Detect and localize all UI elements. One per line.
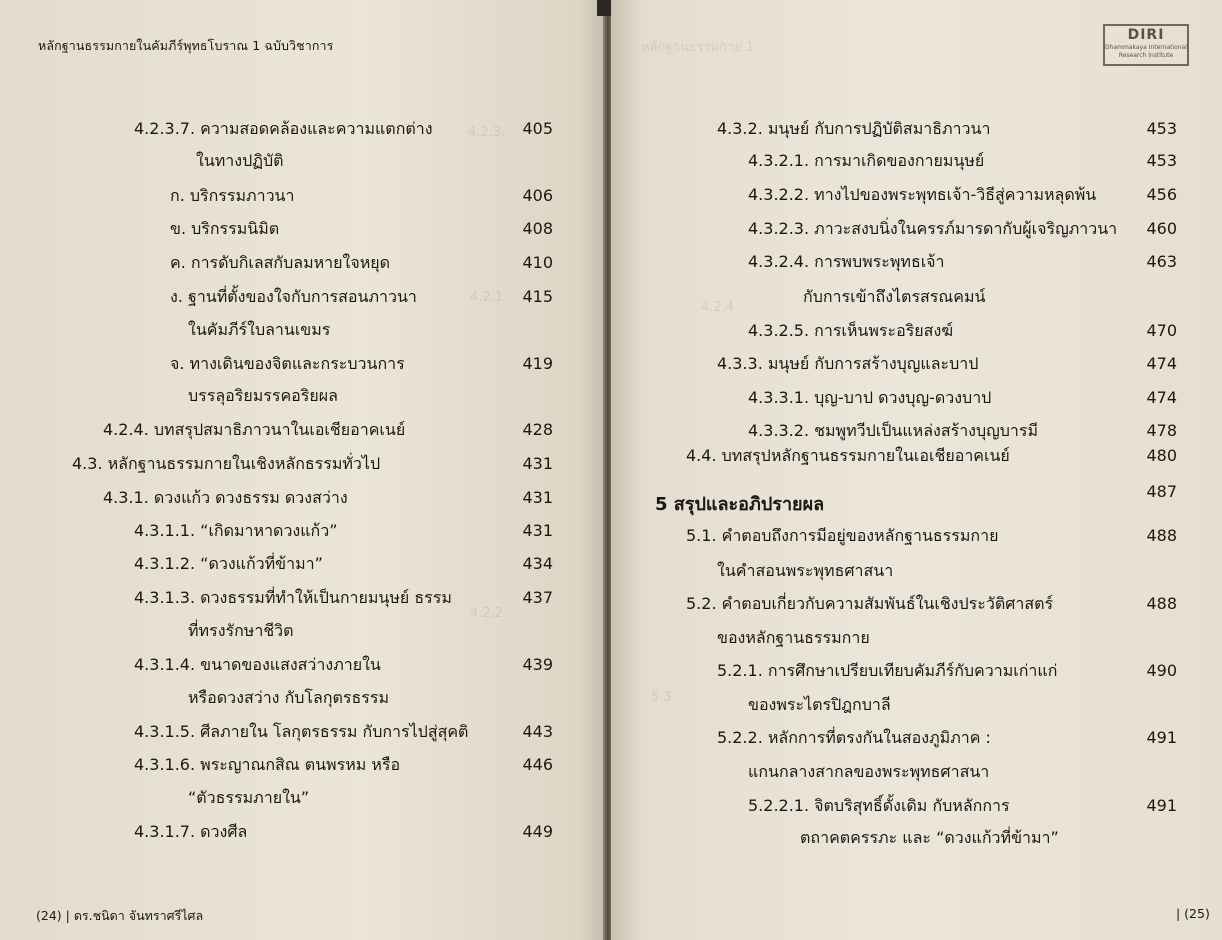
toc-entry — [134, 114, 553, 144]
toc-entry-page: 456 — [1146, 185, 1177, 204]
toc-entry — [134, 549, 553, 579]
toc-entry-page: 431 — [522, 488, 553, 507]
toc-entry-title: 4.3.1.6. พระญาณกสิณ ตนพรหม หรือ — [134, 755, 401, 774]
toc-entry-page: 474 — [1146, 388, 1177, 407]
toc-entry-page: 431 — [522, 454, 553, 473]
toc-entry-page: 415 — [522, 287, 553, 306]
toc-entry-continuation: ในคัมภีร์ใบลานเขมร — [188, 320, 331, 339]
toc-entry-title: 5.2.2. หลักการที่ตรงกันในสองภูมิภาค : — [717, 728, 991, 747]
toc-entry-continuation: ของหลักฐานธรรมกาย — [717, 628, 870, 647]
toc-entry-page: 453 — [1146, 151, 1177, 170]
toc-entry — [686, 441, 1177, 471]
toc-entry-title: 4.3.3.2. ชมพูทวีปเป็นแหล่งสร้างบุญบารมี — [748, 421, 1039, 440]
chapter-page: 487 — [1146, 482, 1177, 501]
toc-entry-continuation: ตถาคตครรภะ และ “ดวงแก้วที่ข้ามา” — [800, 828, 1059, 847]
toc-entry — [748, 247, 1177, 277]
toc-entry-title: 4.2.3.7. ความสอดคล้องและความแตกต่าง — [134, 119, 433, 138]
toc-entry-page: 480 — [1146, 446, 1177, 465]
toc-entry-title: 4.3.2.4. การพบพระพุทธเจ้า — [748, 252, 945, 271]
toc-entry — [717, 114, 1177, 144]
toc-entry-continuation: แกนกลางสากลของพระพุทธศาสนา — [748, 762, 990, 781]
toc-entry-page: 478 — [1146, 421, 1177, 440]
toc-entry — [170, 282, 553, 312]
toc-entry-title: 4.3.1.2. “ดวงแก้วที่ข้ามา” — [134, 554, 323, 573]
toc-entry-title: 4.3.1.5. ศีลภายใน โลกุตรธรรม กับการไปสู่สุคติ — [134, 722, 469, 741]
toc-entry-page: 449 — [522, 822, 553, 841]
toc-entry — [72, 449, 553, 479]
toc-entry-title: ก. บริกรรมภาวนา — [170, 186, 295, 205]
logo-name: DIRI — [1127, 27, 1165, 43]
toc-entry-title: 4.3.1.1. “เกิดมาหาดวงแก้ว” — [134, 521, 338, 540]
toc-entry — [748, 180, 1177, 210]
chapter-title: 5 สรุปและอภิปรายผล — [655, 494, 825, 515]
toc-entry-continuation: ของพระไตรปิฎกบาลี — [748, 695, 891, 714]
toc-entry-page: 410 — [522, 253, 553, 272]
toc-entry-title: 4.3.1.7. ดวงศีล — [134, 822, 248, 841]
toc-entry-page: 474 — [1146, 354, 1177, 373]
toc-entry-page: 408 — [522, 219, 553, 238]
toc-entry — [717, 656, 1177, 686]
toc-entry — [134, 650, 553, 680]
toc-entry-title: 4.3.2. มนุษย์ กับการปฏิบัติสมาธิภาวนา — [717, 119, 991, 138]
toc-entry-title: 4.3.2.3. ภาวะสงบนิ่งในครรภ์มารดากับผู้เจริญภาวนา — [748, 219, 1118, 238]
toc-entry — [748, 214, 1177, 244]
toc-entry — [717, 723, 1177, 753]
toc-entry-page: 470 — [1146, 321, 1177, 340]
toc-entry-title: 4.2.4. บทสรุปสมาธิภาวนาในเอเชียอาคเนย์ — [103, 420, 406, 439]
toc-entry — [134, 717, 553, 747]
toc-entry — [717, 349, 1177, 379]
toc-entry-continuation: “ตัวธรรมภายใน” — [188, 788, 310, 807]
toc-entry-title: 4.3.2.5. การเห็นพระอริยสงฆ์ — [748, 321, 954, 340]
page-footer: (24) | ดร.ชนิดา จันทราศรีไศล — [36, 908, 204, 923]
toc-entry-page: 488 — [1146, 526, 1177, 545]
toc-entry-title: ง. ฐานที่ตั้งของใจกับการสอนภาวนา — [170, 287, 417, 306]
toc-entry-title: จ. ทางเดินของจิตและกระบวนการ — [170, 354, 405, 373]
toc-entry — [748, 383, 1177, 413]
toc-entry-title: 4.3. หลักฐานธรรมกายในเชิงหลักธรรมทั่วไป — [72, 454, 381, 473]
toc-entry — [170, 349, 553, 379]
toc-entry-page: 439 — [522, 655, 553, 674]
toc-entry-title: ข. บริกรรมนิมิต — [170, 219, 280, 238]
toc-entry-continuation: บรรลุอริยมรรคอริยผล — [188, 386, 338, 405]
chapter-heading — [655, 482, 1177, 520]
toc-entry — [134, 516, 553, 546]
toc-entry-page: 443 — [522, 722, 553, 741]
toc-entry-page: 431 — [522, 521, 553, 540]
toc-entry-page: 463 — [1146, 252, 1177, 271]
running-header: หลักฐานธรรมกายในคัมภีร์พุทธโบราณ 1 ฉบับวิชาการ — [38, 38, 334, 53]
toc-entry — [103, 483, 553, 513]
logo-subtitle: Dhammakaya International Research Institute — [1105, 44, 1187, 59]
toc-entry-page: 446 — [522, 755, 553, 774]
toc-entry-title: 5.1. คำตอบถึงการมีอยู่ของหลักฐานธรรมกาย — [686, 526, 999, 545]
toc-entry — [134, 817, 553, 847]
toc-entry — [134, 750, 553, 780]
toc-entry-title: 4.3.2.2. ทางไปของพระพุทธเจ้า-วิธีสู่ความหลุดพ้น — [748, 185, 1097, 204]
page-footer: | (25) — [1176, 906, 1210, 921]
toc-entry-title: 4.3.3.1. บุญ-บาป ดวงบุญ-ดวงบาป — [748, 388, 992, 407]
toc-entry-page: 405 — [522, 119, 553, 138]
toc-entry-title: 4.3.2.1. การมาเกิดของกายมนุษย์ — [748, 151, 985, 170]
toc-entry — [170, 248, 553, 278]
toc-entry-page: 488 — [1146, 594, 1177, 613]
toc-entry-page: 491 — [1146, 728, 1177, 747]
toc-entry — [134, 583, 553, 613]
toc-entry-page: 490 — [1146, 661, 1177, 680]
toc-entry-continuation: ที่ทรงรักษาชีวิต — [188, 621, 294, 640]
left-page: 4.2.3. 4.2.1 4.2.2 หลักฐานธรรมกายในคัมภีร์พุทธโบราณ 1 ฉบับวิชาการ 4.2.3.7. ความสอดคล้องและความแตกต่าง 405 ในทางปฏิบัติ ก. บริกรรมภาวนา 406 ข. บริกรรมนิมิต 408 ค. การดับกิเลสกับลมหายใจหยุด 410 ง. ฐานที่ตั้งของใจกับการสอนภาวนา 415 ในคัมภีร์ใบลานเขมร จ. ทางเดินของจิตและกระบวนการ 419 บรรลุอริยมรรคอริยผล 4.2.4. บทสรุปสมาธิภาวนาในเอเชียอาคเนย์ 428 4.3. หลักฐานธรรมกายในเชิงหลักธรรมทั่วไป 431 4.3.1. ดวงแก้ว ดวงธรรม ดวงสว่าง 431 4.3.1.1. “เกิดมาหาดวงแก้ว” 431 4.3.1.2. “ดวงแก้วที่ข้ามา” 434 4.3.1.3. ดวงธรรมที่ทำให้เป็นกายมนุษย์ ธรรม 437 ที่ทรงรักษาชีวิต 4.3.1.4. ขนาดของแสงสว่างภายใน 439 หรือดวงสว่าง กับโลกุตรธรรม 4.3.1.5. ศีลภายใน โลกุตรธรรม กับการไปสู่สุคติ 443 4.3.1.6. พระญาณกสิณ ตนพรหม หรือ 446 “ตัวธรรมภายใน” 4.3.1.7. ดวงศีล 449 (24) | ดร.ชนิดา จันทราศรีไศล — [0, 0, 605, 940]
toc-entry-page: 419 — [522, 354, 553, 373]
toc-entry — [170, 181, 553, 211]
toc-entry-continuation: ในคำสอนพระพุทธศาสนา — [717, 561, 894, 580]
toc-entry-title: 4.4. บทสรุปหลักฐานธรรมกายในเอเชียอาคเนย์ — [686, 446, 1010, 465]
toc-entry-title: 5.2.1. การศึกษาเปรียบเทียบคัมภีร์กับความเก่าแก่ — [717, 661, 1058, 680]
toc-entry-page: 406 — [522, 186, 553, 205]
toc-entry-title: 4.3.1. ดวงแก้ว ดวงธรรม ดวงสว่าง — [103, 488, 348, 507]
toc-entry-title: 4.3.1.4. ขนาดของแสงสว่างภายใน — [134, 655, 381, 674]
toc-entry-page: 428 — [522, 420, 553, 439]
toc-entry-continuation: หรือดวงสว่าง กับโลกุตรธรรม — [188, 688, 389, 707]
toc-entry-title: ค. การดับกิเลสกับลมหายใจหยุด — [170, 253, 391, 272]
toc-entry-page: 453 — [1146, 119, 1177, 138]
toc-entry-title: 4.3.3. มนุษย์ กับการสร้างบุญและบาป — [717, 354, 979, 373]
toc-entry — [748, 791, 1177, 821]
toc-entry-continuation: ในทางปฏิบัติ — [196, 151, 284, 170]
toc-entry-page: 434 — [522, 554, 553, 573]
toc-entry — [103, 415, 553, 445]
toc-entry-title: 5.2. คำตอบเกี่ยวกับความสัมพันธ์ในเชิงประวัติศาสตร์ — [686, 594, 1054, 613]
toc-entry — [686, 521, 1177, 551]
toc-entry — [170, 214, 553, 244]
right-page: หลักฐานธรรมกาย 1 4.2.4 5.3 DIRI Dhammakaya International Research Institute 4.3.2. มนุษย์ กับการปฏิบัติสมาธิภาวนา 453 4.3.2.1. การมาเกิดของกายมนุษย์ 453 4.3.2.2. ทางไปของพระพุทธเจ้า-วิธีสู่ความหลุดพ้น 456 4.3.2.3. ภาวะสงบนิ่งในครรภ์มารดากับผู้เจริญภาวนา 460 4.3.2.4. การพบพระพุทธเจ้า 463 กับการเข้าถึงไตรสรณคมน์ 4.3.2.5. การเห็นพระอริยสงฆ์ 470 4.3.3. มนุษย์ กับการสร้างบุญและบาป 474 4.3.3.1. บุญ-บาป ดวงบุญ-ดวงบาป 474 4.3.3.2. ชมพูทวีปเป็นแหล่งสร้างบุญบารมี 478 4.4. บทสรุปหลักฐานธรรมกายในเอเชียอาคเนย์ 480 5 สรุปและอภิปรายผล 487 5.1. คำตอบถึงการมีอยู่ของหลักฐานธรรมกาย 488 ในคำสอนพระพุทธศาสนา 5.2. คำตอบเกี่ยวกับความสัมพันธ์ในเชิงประวัติศาสตร์ 488 ของหลักฐานธรรมกาย 5.2.1. การศึกษาเปรียบเทียบคัมภีร์กับความเก่าแก่ 490 ของพระไตรปิฎกบาลี 5.2.2. หลักการที่ตรงกันในสองภูมิภาค : 491 แกนกลางสากลของพระพุทธศาสนา 5.2.2.1. จิตบริสุทธิ์ดั้งเดิม กับหลักการ 491 ตถาคตครรภะ และ “ดวงแก้วที่ข้ามา” | (25) — [611, 0, 1222, 940]
toc-entry-page: 460 — [1146, 219, 1177, 238]
toc-entry-page: 437 — [522, 588, 553, 607]
toc-entry-title: 5.2.2.1. จิตบริสุทธิ์ดั้งเดิม กับหลักการ — [748, 796, 1010, 815]
toc-entry — [686, 589, 1177, 619]
toc-entry-title: 4.3.1.3. ดวงธรรมที่ทำให้เป็นกายมนุษย์ ธรรม — [134, 588, 452, 607]
toc-entry — [748, 316, 1177, 346]
toc-entry — [748, 146, 1177, 176]
diri-logo — [1103, 24, 1189, 66]
toc-entry-continuation: กับการเข้าถึงไตรสรณคมน์ — [803, 287, 986, 306]
toc-entry-page: 491 — [1146, 796, 1177, 815]
